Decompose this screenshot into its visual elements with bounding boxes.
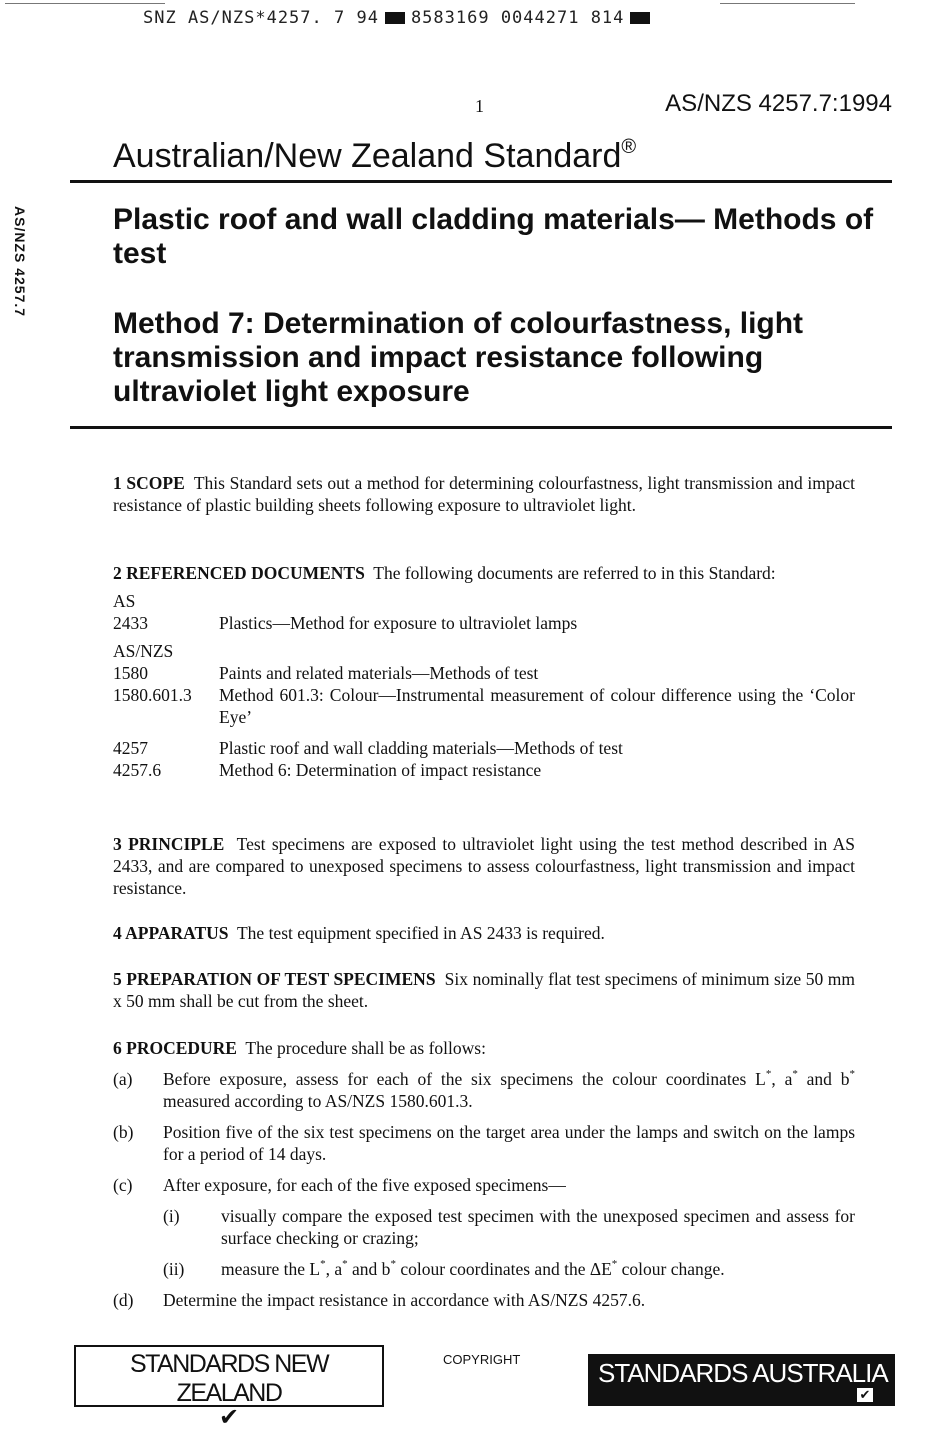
step-label: (b): [113, 1122, 134, 1142]
black-block-icon: [385, 12, 405, 24]
ref-number: 2433: [113, 613, 148, 633]
document-id: AS/NZS 4257.7:1994: [665, 90, 892, 117]
ref-title: Plastics—Method for exposure to ultraviolet lamps: [219, 613, 578, 633]
apparatus-heading: 4 APPARATUS: [113, 923, 229, 943]
black-block-icon: [630, 12, 650, 24]
side-label: AS/NZS 4257.7: [12, 206, 28, 318]
ref-group-label: AS: [113, 591, 136, 611]
ref-title: Method 6: Determination of impact resistance: [219, 760, 542, 780]
procedure-heading: 6 PROCEDURE: [113, 1038, 237, 1058]
procedure-substep: [163, 1258, 855, 1280]
scope-heading: 1 SCOPE: [113, 473, 185, 493]
heading-rule: [70, 180, 892, 183]
section-principle: [113, 833, 855, 899]
refs-intro: [113, 562, 855, 584]
section-scope: [113, 472, 855, 516]
ref-item: [113, 759, 855, 781]
step-text: Determine the impact resistance in accordance with AS/NZS 4257.6.: [163, 1290, 646, 1310]
procedure-substep: [163, 1205, 855, 1249]
procedure-text: The procedure shall be as follows:: [245, 1038, 486, 1058]
section-procedure: [113, 1037, 855, 1311]
registered-mark: ®: [621, 136, 637, 158]
scope-text: This Standard sets out a method for determining colourfastness, light transmission and impact resistance of plastic building sheets following exposure to ultraviolet light.: [113, 473, 856, 515]
procedure-step: [113, 1121, 855, 1165]
step-text: After exposure, for each of the five exposed specimens—: [163, 1175, 566, 1195]
scan-header-part1: SNZ AS/NZS*4257. 7 94: [143, 8, 379, 28]
substep-text: visually compare the exposed test specimen with the unexposed specimen and assess for surface checking or crazing;: [221, 1206, 855, 1248]
scan-top-line-right: [720, 3, 855, 4]
refs-text: The following documents are referred to in this Standard:: [373, 563, 776, 583]
title-main: Plastic roof and wall cladding materials— Methods of test: [113, 203, 874, 270]
step-label: (c): [113, 1175, 133, 1195]
ref-title: Method 601.3: Colour—Instrumental measurement of colour difference using the ‘Color Eye’: [219, 685, 855, 727]
step-label: (d): [113, 1290, 134, 1310]
step-text: Position five of the six test specimens on the target area under the lamps and switch on the lamps for a period of 14 days.: [163, 1122, 855, 1164]
ref-item: [113, 737, 855, 759]
ref-item: [113, 684, 855, 728]
ref-item: [113, 662, 855, 684]
title-rule: [70, 426, 892, 429]
check-box-icon: ✔: [857, 1388, 873, 1402]
principle-heading: 3 PRINCIPLE: [113, 834, 225, 854]
ref-title: Paints and related materials—Methods of test: [219, 663, 539, 683]
scan-top-line-left: [5, 3, 165, 4]
ref-number: 4257: [113, 738, 148, 758]
snz-logo-text: STANDARDS NEW ZEALAND: [129, 1350, 329, 1407]
preparation-heading: 5 PREPARATION OF TEST SPECIMENS: [113, 969, 436, 989]
ref-number: 1580: [113, 663, 148, 683]
principle-text: Test specimens are exposed to ultraviolet light using the test method described in AS 2433, and are compared to unexposed specimens to assess colourfastness, light transmission and impact resistance.: [113, 834, 855, 898]
title-method: Method 7: Determination of colourfastness, light transmission and impact resistance following ultraviolet light exposure: [113, 307, 804, 408]
section-preparation: [113, 968, 855, 1012]
scan-header: [143, 8, 656, 28]
procedure-intro: [113, 1037, 855, 1059]
substep-text: measure the L*, a* and b* colour coordinates and the ΔE* colour change.: [221, 1258, 725, 1279]
ref-title: Plastic roof and wall cladding materials—Methods of test: [219, 738, 623, 758]
standards-new-zealand-logo: [74, 1345, 384, 1431]
section-referenced-documents: [113, 562, 855, 781]
procedure-step: [113, 1289, 855, 1311]
section-apparatus: [113, 922, 855, 944]
preparation-text: Six nominally flat test specimens of minimum size 50 mm x 50 mm shall be cut from the sheet.: [113, 969, 856, 1011]
standards-australia-logo: [588, 1354, 895, 1406]
copyright-label: COPYRIGHT: [443, 1352, 521, 1367]
substep-label: (i): [163, 1206, 180, 1226]
refs-heading: 2 REFERENCED DOCUMENTS: [113, 563, 365, 583]
standard-heading: [113, 136, 636, 176]
scan-header-part2: 8583169 0044271 814: [410, 8, 625, 28]
check-mark-icon: ✔: [218, 1404, 240, 1431]
step-text: Before exposure, assess for each of the six specimens the colour coordinates L*, a* and b* measured according to AS/NZS 1580.601.3.: [163, 1068, 855, 1111]
ref-item: [113, 612, 855, 634]
ref-group-as: [113, 590, 855, 634]
ref-group-asnzs: [113, 640, 855, 781]
ref-number: 4257.6: [113, 760, 162, 780]
page-number: 1: [475, 96, 484, 116]
procedure-step: [113, 1174, 855, 1196]
apparatus-text: The test equipment specified in AS 2433 is required.: [236, 923, 605, 943]
procedure-step: [113, 1068, 855, 1112]
ref-number: 1580.601.3: [113, 685, 192, 705]
step-label: (a): [113, 1069, 133, 1089]
sa-logo-text: STANDARDS AUSTRALIA: [598, 1358, 888, 1388]
standard-heading-text: Australian/New Zealand Standard: [113, 137, 622, 175]
substep-label: (ii): [163, 1259, 185, 1279]
ref-group-label: AS/NZS: [113, 641, 174, 661]
